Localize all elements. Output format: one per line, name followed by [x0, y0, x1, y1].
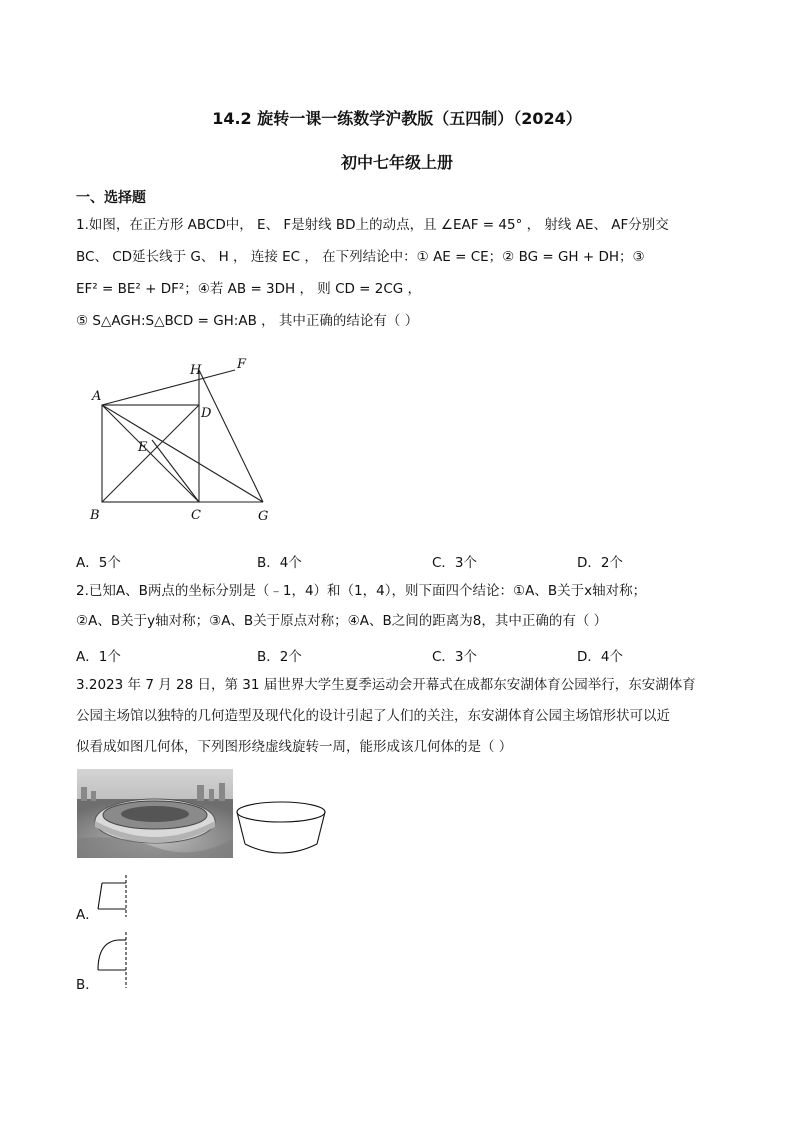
label-c: C: [191, 508, 201, 523]
stadium-photo: [77, 769, 233, 858]
semicircle-shape-icon: [96, 930, 132, 990]
q2-option-d[interactable]: D．4个: [577, 649, 623, 665]
q3-line-2: 公园主场馆以独特的几何造型及现代化的设计引起了人们的关注，东安湖体育公园主场馆形状可以近: [76, 708, 670, 724]
label-e: E: [138, 440, 148, 455]
label-h: H: [190, 363, 202, 378]
q3-line-3: 似看成如图几何体，下列图形绕虚线旋转一周，能形成该几何体的是（ ）: [76, 739, 513, 755]
label-a: A: [92, 389, 102, 404]
document-subtitle: 初中七年级上册: [340, 153, 453, 172]
line-af: [102, 370, 235, 405]
q1-option-d[interactable]: D．2个: [577, 555, 623, 571]
q1-option-b[interactable]: B．4个: [257, 555, 302, 571]
q1-geometry-figure: [80, 352, 280, 532]
q1-line-1: 1.如图，在正方形 ABCD中， E、 F是射线 BD上的动点，且 ∠EAF = 45° ， 射线 AE、 AF分别交: [76, 217, 669, 233]
q3-option-b[interactable]: B．: [76, 977, 99, 993]
q3-line-1: 3.2023 年 7 月 28 日，第 31 届世界大学生夏季运动会开幕式在成都东安湖体育公园举行，东安湖体育: [76, 677, 696, 693]
q2-option-b[interactable]: B．2个: [257, 649, 302, 665]
q1-line-2: BC、 CD延长线于 G、 H ， 连接 EC ， 在下列结论中：① AE = CE；② BG = GH + DH；③: [76, 249, 645, 265]
q1-option-a[interactable]: A．5个: [76, 555, 121, 571]
label-f: F: [237, 357, 247, 372]
q2-option-a[interactable]: A．1个: [76, 649, 121, 665]
q1-line-4: ⑤ S△AGH:S△BCD = GH:AB ， 其中正确的结论有（ ）: [76, 313, 419, 329]
q2-option-c[interactable]: C．3个: [432, 649, 478, 665]
section-heading: 一、选择题: [76, 190, 146, 206]
document-title: 14.2 旋转一课一练数学沪教版（五四制）（2024）: [212, 109, 582, 128]
label-g: G: [258, 509, 269, 524]
q2-line-2: ②A、B关于y轴对称；③A、B关于原点对称；④A、B之间的距离为8，其中正确的有（ ）: [76, 613, 608, 629]
geometric-body-figure: [233, 800, 329, 860]
q1-option-c[interactable]: C．3个: [432, 555, 478, 571]
line-ag: [102, 405, 263, 502]
q3-option-a[interactable]: A．: [76, 907, 99, 923]
label-b: B: [90, 508, 100, 523]
q2-line-1: 2.已知A、B两点的坐标分别是（﹣1，4）和（1，4），则下面四个结论：①A、B关于x轴对称；: [76, 583, 647, 599]
q1-line-3: EF² = BE² + DF²；④若 AB = 3DH ， 则 CD = 2CG ，: [76, 281, 422, 297]
label-d: D: [201, 406, 212, 421]
trapezoid-shape-icon: [96, 873, 132, 919]
